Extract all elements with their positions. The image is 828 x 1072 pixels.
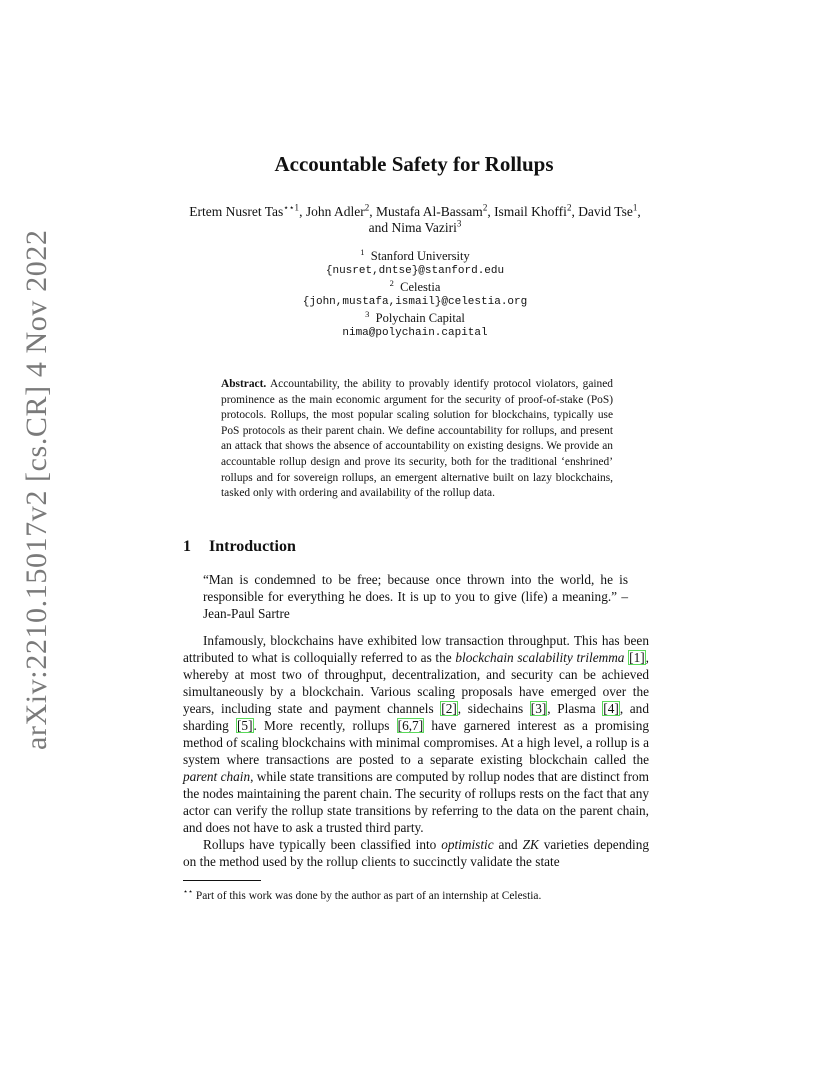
affiliation-name: $^1$ Stanford University (360, 246, 470, 263)
author-name: , David Tse (571, 204, 633, 219)
body-text (183, 632, 649, 870)
affiliation-name: $^2$ Celestia (389, 277, 441, 294)
paragraph: Infamously, blockchains have exhibited low transaction throughput. This has been attributed to what is colloquially referred to as the blockchain scalability trilemma [1], whereby at most two of throughput, decentralization, and security can be achieved simultaneously by a blockchain. Various scaling proposals have emerged over the years, including state and payment channels [2], sidechains [3], Plasma [4], and sharding [5]. More recently, rollups [6,7] have garnered interest as a promising method of scaling blockchains with minimal compromises. At a high level, a rollup is a system where transactions are posted to a separate existing blockchain called the parent chain, while state transitions are computed by rollup nodes that are distinct from the nodes maintaining the parent chain. The security of rollups rests on the fact that any actor can verify the rollup state transitions by referring to the data on the parent chain, and does not have to ask a trusted third party. (183, 633, 649, 835)
author-name: , and Nima Vaziri (368, 204, 641, 235)
author-marker: ⋆⋆1 (283, 202, 300, 213)
affiliation-marker: 3 (365, 308, 370, 319)
abstract-label: Abstract. (221, 378, 267, 390)
section-number: 1 (183, 538, 191, 555)
affiliation-marker: 2 (389, 277, 394, 288)
affiliation-email[interactable]: {john,mustafa,ismail}@celestia.org (302, 296, 528, 309)
abstract (221, 377, 613, 502)
footnote-divider (183, 880, 261, 881)
abstract-text: Accountability, the ability to provably identify protocol violators, gained prominence as the main economic argument for the security of proof-of-stake (PoS) protocols. Rollups, the most popular scaling solution for blockchains, typically use PoS protocols as their parent chain. We define accountability for rollups, and present an attack that shows the absence of accountability on existing designs. We provide an accountable rollup design and prove its security, both for the traditional ‘enshrined’ rollups and for sovereign rollups, an emergent alternative built on lazy blockchains, tasked only with ordering and availability of the rollup data. (221, 378, 614, 500)
affiliation-list (180, 246, 650, 341)
author-marker: 3 (456, 218, 462, 229)
author-name: Ertem Nusret Tas (189, 204, 284, 219)
citation-link[interactable]: [5] (237, 718, 253, 733)
emphasis: blockchain scalability trilemma (455, 650, 625, 665)
author-marker: 2 (482, 202, 488, 213)
emphasis: optimistic (441, 837, 494, 852)
author-name: , John Adler (299, 204, 365, 219)
author-name: , Mustafa Al-Bassam (369, 204, 483, 219)
affiliation-name: $^3$ Polychain Capital (365, 308, 465, 325)
citation-link[interactable]: [3] (530, 701, 547, 716)
footnote (183, 885, 649, 903)
emphasis: parent chain (183, 769, 251, 784)
citation-link[interactable]: [2] (441, 701, 457, 716)
author-marker: 1 (632, 202, 638, 213)
citation-link[interactable]: [1] (629, 650, 645, 665)
epigraph-quote: “Man is condemned to be free; because once thrown into the world, he is responsible for everything he does. It is up to you to give (life) a meaning.” – Jean-Paul Sartre (203, 572, 628, 621)
arxiv-identifier: arXiv:2210.15017v2 [cs.CR] 4 Nov 2022 (20, 229, 53, 750)
footnote-marker: ⋆⋆ (183, 887, 194, 896)
affiliation-email[interactable]: {nusret,dntse}@stanford.edu (325, 265, 505, 278)
author-name: , Ismail Khoffi (487, 204, 567, 219)
paper-title: Accountable Safety for Rollups (274, 152, 554, 176)
section-title: Introduction (209, 538, 296, 555)
emphasis: ZK (522, 837, 539, 852)
author-marker: 2 (566, 202, 572, 213)
citation-link[interactable]: [6,7] (397, 718, 424, 733)
affiliation-email[interactable]: nima@polychain.capital (342, 327, 488, 340)
author-list (180, 204, 650, 236)
citation-link[interactable]: [4] (603, 701, 619, 716)
footnote-text: Part of this work was done by the author as part of an internship at Celestia. (193, 889, 542, 902)
section-heading (183, 537, 296, 557)
paragraph: Rollups have typically been classified into optimistic and ZK varieties depending on the method used by the rollup clients to succinctly validate the state (183, 837, 649, 869)
affiliation-marker: 1 (360, 246, 365, 257)
author-marker: 2 (364, 202, 370, 213)
